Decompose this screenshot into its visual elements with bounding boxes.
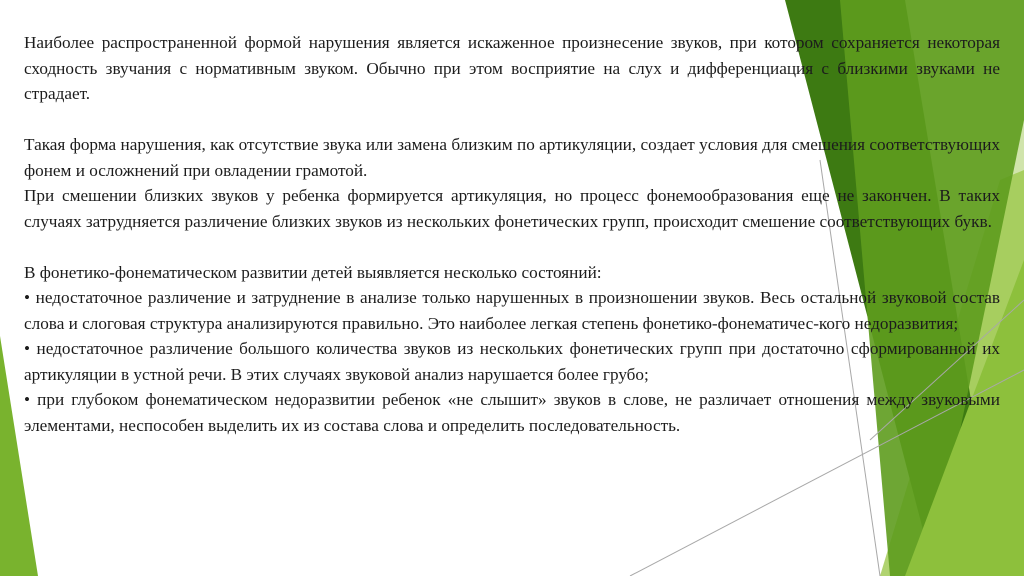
slide-text-block — [24, 30, 1000, 438]
bullet-item-3: • при глубоком фонематическом недоразвитии ребенок «не слышит» звуков в слове, не различает отношения между звуковыми элементами, неспособен выделить их из состава слова и определить последовательность. — [24, 390, 1000, 435]
paragraph-sound-absence: Такая форма нарушения, как отсутствие звука или замена близким по артикуляции, создает условия для смешения соответствующих фонем и осложнений при овладении грамотой. — [24, 135, 1000, 180]
paragraph-spacer — [24, 234, 1000, 260]
paragraph-spacer — [24, 107, 1000, 133]
paragraph-distorted-pronunciation: Наиболее распространенной формой нарушения является искаженное произнесение звуков, при котором сохраняется некоторая сходность звучания с нормативным звуком. Обычно при этом восприятие на слух и дифференциация с близкими звуками не страдает. — [24, 33, 1000, 103]
paragraph-states-intro: В фонетико-фонематическом развитии детей выявляется несколько состояний: — [24, 262, 602, 282]
bullet-item-2: • недостаточное различение большого количества звуков из нескольких фонетических групп при достаточно сформированной их артикуляции в устной речи. В этих случаях звуковой анализ нарушается более грубо; — [24, 339, 1000, 384]
bullet-item-1: • недостаточное различение и затруднение в анализе только нарушенных в произношении звуков. Весь остальной звуковой состав слова и слоговая структура анализируются правильно. Это наиболее легкая степень фонетико-фонематичес-кого недоразвития; — [24, 288, 1000, 333]
paragraph-sound-mixing: При смешении близких звуков у ребенка формируется артикуляция, но процесс фонемообразования еще не закончен. В таких случаях затрудняется различение близких звуков из нескольких фонетических групп, происходит смешение соответствующих букв. — [24, 186, 1000, 231]
